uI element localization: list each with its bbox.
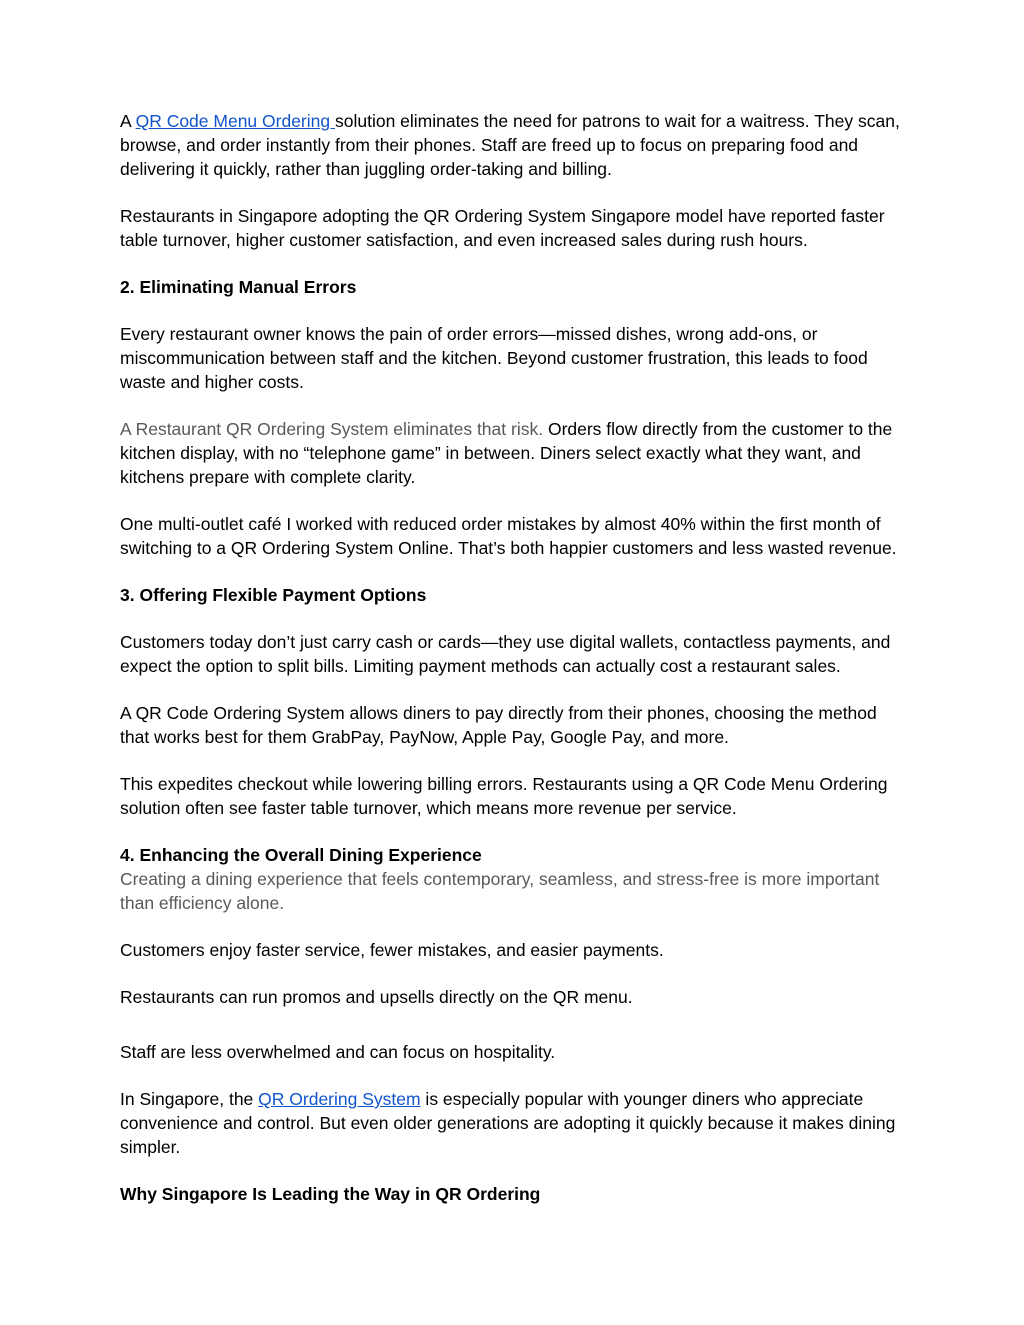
- younger-diners-paragraph: [120, 1087, 904, 1159]
- singapore-adoption-paragraph: [120, 204, 904, 252]
- checkout-paragraph: [120, 772, 904, 820]
- text-run: Restaurants in Singapore adopting the QR Ordering System Singapore model have reported faster table turnover, higher customer satisfaction, and even increased sales during rush hours.: [120, 206, 885, 250]
- qr-code-menu-ordering-link[interactable]: QR Code Menu Ordering: [135, 111, 335, 131]
- payment-methods-paragraph: [120, 701, 904, 749]
- text-run: Customers enjoy faster service, fewer mistakes, and easier payments.: [120, 940, 664, 960]
- text-run: Creating a dining experience that feels contemporary, seamless, and stress-free is more important than efficiency alone.: [120, 869, 880, 913]
- digital-wallets-paragraph: [120, 630, 904, 678]
- text-run: A Restaurant QR Ordering System eliminates that risk.: [120, 419, 548, 439]
- text-run: Every restaurant owner knows the pain of order errors—missed dishes, wrong add-ons, or miscommunication between staff and the kitchen. Beyond customer frustration, this leads to food waste and higher costs.: [120, 324, 868, 392]
- staff-hospitality-paragraph: [120, 1040, 904, 1064]
- text-run: 2. Eliminating Manual Errors: [120, 277, 357, 297]
- order-errors-paragraph: [120, 322, 904, 394]
- text-run: Why Singapore Is Leading the Way in QR Ordering: [120, 1184, 541, 1204]
- cafe-case-study-paragraph: [120, 512, 904, 560]
- text-run: 4. Enhancing the Overall Dining Experience: [120, 845, 482, 865]
- text-run: A QR Code Ordering System allows diners to pay directly from their phones, choosing the method that works best for them GrabPay, PayNow, Apple Pay, Google Pay, and more.: [120, 703, 877, 747]
- text-run: This expedites checkout while lowering billing errors. Restaurants using a QR Code Menu Ordering solution often see faster table turnover, which means more revenue per service.: [120, 774, 888, 818]
- heading-eliminating-manual-errors: [120, 275, 904, 299]
- text-run: One multi-outlet café I worked with reduced order mistakes by almost 40% within the first month of switching to a QR Ordering System Online. That’s both happier customers and less wasted revenue.: [120, 514, 897, 558]
- text-run: In Singapore, the: [120, 1089, 259, 1109]
- heading-enhancing-dining-experience: [120, 843, 904, 867]
- risk-elimination-paragraph: [120, 417, 904, 489]
- text-run: A: [120, 111, 136, 131]
- text-run: Restaurants can run promos and upsells directly on the QR menu.: [120, 987, 633, 1007]
- text-run: Orders flow directly from the customer to the kitchen display, with no “telephone game” in between. Diners select exactly what they want, and kitchens prepare with complete clarity.: [120, 419, 893, 487]
- text-run: is especially popular with younger diners who appreciate convenience and control. But even older generations are adopting it quickly because it makes dining simpler.: [120, 1089, 896, 1157]
- promos-paragraph: [120, 985, 904, 1009]
- qr-ordering-system-link[interactable]: QR Ordering System: [258, 1089, 421, 1109]
- text-run: 3. Offering Flexible Payment Options: [120, 585, 427, 605]
- intro-paragraph: [120, 109, 904, 181]
- heading-flexible-payment-options: [120, 583, 904, 607]
- customers-enjoy-paragraph: [120, 938, 904, 962]
- text-run: Staff are less overwhelmed and can focus on hospitality.: [120, 1042, 556, 1062]
- text-run: solution eliminates the need for patrons to wait for a waitress. They scan, browse, and order instantly from their phones. Staff are freed up to focus on preparing food and delivering it quickly, rather than juggling order-taking and billing.: [120, 111, 900, 179]
- dining-experience-paragraph: [120, 867, 904, 915]
- heading-why-singapore-leading: [120, 1182, 904, 1206]
- text-run: Customers today don’t just carry cash or cards—they use digital wallets, contactless payments, and expect the option to split bills. Limiting payment methods can actually cost a restaurant sales.: [120, 632, 891, 676]
